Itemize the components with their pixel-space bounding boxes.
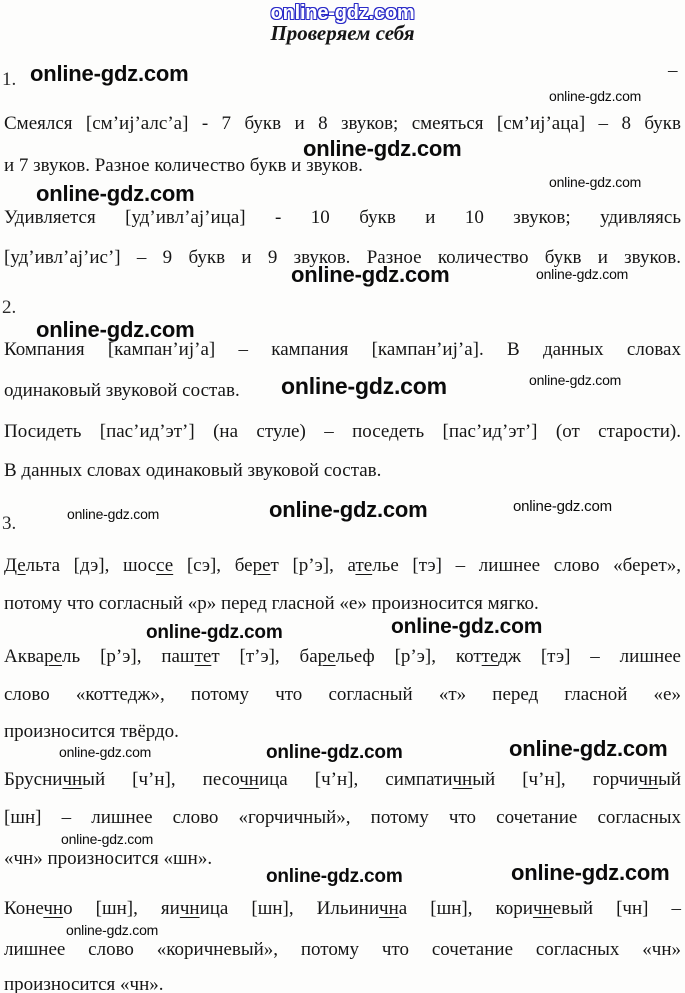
watermark: online-gdz.com [67, 506, 160, 522]
answer-line: слово «коттедж», потому что согласный «т» перед гласной «е» [4, 684, 681, 705]
watermark: online-gdz.com [146, 622, 283, 643]
watermark: online-gdz.com [269, 497, 428, 522]
answer-line: В данных словах одинаковый звуковой состав. [4, 460, 382, 481]
watermark: online-gdz.com [266, 866, 403, 887]
answer-line: Смеялся [см’иј’алс’а] - 7 букв и 8 звуков; смеяться [см’иј’аца] – 8 букв [4, 113, 681, 134]
answer-line: Акварель [р’э], паштет [т’э], барельеф [р’э], коттедж [тэ] – лишнее [4, 646, 681, 667]
answer-line: Удивляется [уд’ивл’ај’ица] - 10 букв и 10 звуков; удивляясь [4, 207, 681, 228]
answer-line: Дельта [дэ], шоссе [сэ], берет [р’э], ателье [тэ] – лишнее слово «берет», [4, 555, 681, 576]
watermark: online-gdz.com [511, 860, 670, 885]
top-right-dash: – [668, 60, 678, 81]
watermark: online-gdz.com [513, 498, 612, 515]
watermark: online-gdz.com [36, 317, 195, 342]
watermark: online-gdz.com [509, 736, 668, 761]
watermark: online-gdz.com [536, 266, 629, 282]
watermark: online-gdz.com [291, 262, 450, 287]
answer-line: [шн] – лишнее слово «горчичный», потому что сочетание согласных [4, 807, 681, 828]
answer-line: [уд’ивл’ај’ис’] – 9 букв и 9 звуков. Разное количество букв и звуков. [4, 247, 681, 268]
watermark: online-gdz.com [30, 61, 189, 86]
answer-line: произносится «чн». [4, 974, 164, 993]
answer-line: и 7 звуков. Разное количество букв и звуков. [4, 155, 363, 176]
task-number-1: 1. [2, 69, 17, 90]
watermark: online-gdz.com [549, 88, 642, 104]
answer-line: Посидеть [пас’ид’эт’] (на стуле) – поседеть [пас’ид’эт’] (от старости). [4, 421, 681, 442]
watermark: online-gdz.com [270, 2, 415, 24]
watermark: online-gdz.com [66, 922, 159, 938]
watermark: online-gdz.com [529, 372, 622, 388]
watermark: online-gdz.com [266, 742, 403, 763]
answer-line: Компания [кампан’иј’а] – кампания [кампан’иј’а]. В данных словах [4, 339, 681, 360]
answer-line: Конечно [шн], яичница [шн], Ильинична [шн], коричневый [чн] – [4, 898, 681, 919]
watermark: online-gdz.com [59, 744, 152, 760]
watermark: online-gdz.com [281, 373, 447, 399]
answer-line: «чн» произносится «шн». [4, 848, 213, 869]
watermark: online-gdz.com [61, 831, 154, 847]
answer-line: Брусничный [ч’н], песочница [ч’н], симпатичный [ч’н], горчичный [4, 769, 681, 790]
watermark: online-gdz.com [303, 136, 462, 161]
answer-line: потому что согласный «р» перед гласной «е» произносится мягко. [4, 593, 539, 614]
answer-line: лишнее слово «коричневый», потому что сочетание согласных «чн» [4, 939, 681, 960]
task-number-3: 3. [2, 513, 17, 534]
watermark: online-gdz.com [549, 174, 642, 190]
answer-line: произносится твёрдо. [4, 721, 179, 742]
answer-line: одинаковый звуковой состав. [4, 380, 240, 401]
page-title: Проверяем себя [270, 21, 415, 45]
watermark: online-gdz.com [36, 181, 195, 206]
task-number-2: 2. [2, 297, 17, 318]
watermark: online-gdz.com [391, 615, 543, 638]
